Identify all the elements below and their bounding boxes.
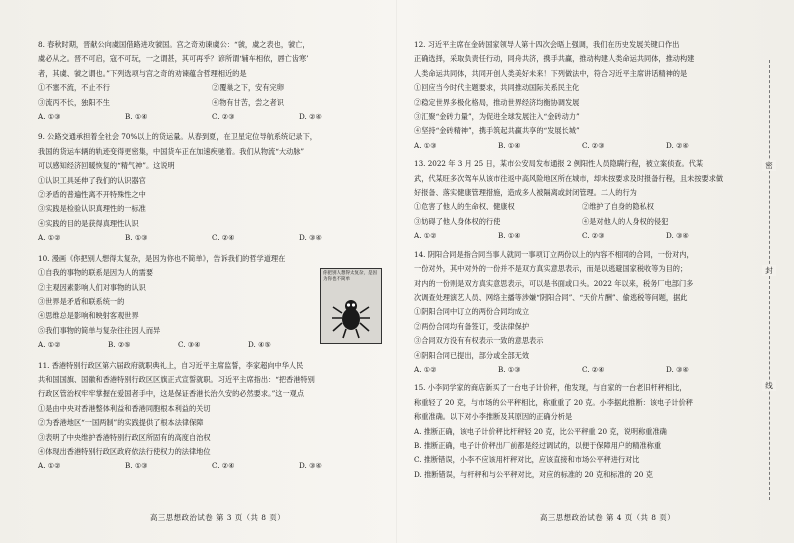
choice-b[interactable]: B. ①③ <box>125 233 148 243</box>
stem-line: 武，代某旺多次驾车从该市往返中高风险地区所在城市，却未按要求及时报备行程，且未按要求做 <box>414 173 724 183</box>
question-8-stem <box>38 38 386 81</box>
stem-line: 虞必从之。晋不可启，寇不可玩，一之谓甚，其可再乎？谚所谓‘辅车相依，唇亡齿寒’ <box>38 54 309 64</box>
choice-c[interactable]: C. ②③ <box>212 112 235 122</box>
item: ②矛盾的普遍性离不开特殊性之中 <box>38 190 146 200</box>
choice-d[interactable]: D. 推断错误，与杆秤和与公平秤对比，对应的标准的 20 克和标准的 20 克 <box>414 469 653 479</box>
choice-d[interactable]: D. ②④ <box>666 140 689 150</box>
item: ⑤我们事物的简单与复杂往往因人而异 <box>38 325 161 335</box>
choice-c[interactable]: C. ②③ <box>582 140 605 150</box>
choice-a[interactable]: A. ①② <box>38 233 61 243</box>
item: ①认识工具延伸了我们的认识器官 <box>38 175 146 185</box>
question-8-choices <box>38 110 386 124</box>
question-10-choices <box>38 338 318 352</box>
question-8 <box>38 38 386 124</box>
page-footer-left: 高三思想政治试卷 第 3 页（共 8 页） <box>150 513 286 522</box>
item: ④阴阳合同已提出，部分或全部无效 <box>414 350 530 360</box>
choice-d[interactable]: D. ②④ <box>299 112 322 122</box>
item: ②为香港地区“一国两制”的实践提供了根本法律保障 <box>38 418 204 428</box>
stem-line: 对内的一份则是双方真实意思表示，可以是书面或口头。2022 年以来，税务厂电部门多 <box>414 278 694 288</box>
question-12-choices <box>414 139 750 153</box>
item: ③表明了中央维护香港特别行政区所固有的高度自治权 <box>38 432 211 442</box>
question-13-choices <box>414 229 750 243</box>
choice-d[interactable]: D. ③④ <box>666 364 689 374</box>
item: ②稳定世界多极化格局，推动世界经济均衡协调发展 <box>414 97 580 107</box>
spider-icon <box>331 293 371 339</box>
item: ②维护了自身的隐私权 <box>582 202 654 212</box>
stem-line: 11. 香港特别行政区第六届政府就职典礼上，自习近平主席监誓，李家超向中华人民 <box>38 360 304 370</box>
stem-line: 可以感知经济回暖恢复的“精气神”。这说明 <box>38 161 175 171</box>
choice-d[interactable]: D. ③④ <box>666 231 689 241</box>
item: ④坚持“金砖精神”，携手筑起共赢共享的“发展长城” <box>414 126 580 136</box>
choice-c[interactable]: C. ②④ <box>212 461 235 471</box>
choice-c[interactable]: C. ②④ <box>212 233 235 243</box>
question-10-items <box>38 266 318 338</box>
question-12 <box>414 38 750 153</box>
seal-mark-xian: 线 <box>762 380 776 391</box>
item: ①不塞不流，不止不行 <box>38 83 110 93</box>
item: ①阴阳合同中订立的两份合同均成立 <box>414 307 530 317</box>
item: ④是对他人的人身权的侵犯 <box>582 216 669 226</box>
choice-c[interactable]: C. 推断错误，小李不应该用杆秤对比，应该直接和市场公平秤进行对比 <box>414 455 640 465</box>
item: ①回应当今时代主题要求，共同推动国际关系民主化 <box>414 83 580 93</box>
item: ④思维总是影响和映射客观世界 <box>38 311 139 321</box>
item: ③合同双方没有有权表示一致的意思表示 <box>414 336 544 346</box>
stem-line: 正确选择，采取负责任行动，同舟共济，携手共赢，推动构建人类命运共同体，推动构建 <box>414 54 695 64</box>
choice-d[interactable]: D. ④⑤ <box>248 340 271 350</box>
stem-line: 共和国国旗、国徽和香港特别行政区区旗正式宣誓就职。习近平主席指出：“把香港特别 <box>38 374 315 384</box>
question-13-items <box>414 200 750 229</box>
stem-line: 8. 春秋时期，晋献公向虞国借路进攻虢国。宫之奇劝谏虞公：“虢，虞之表也，虢亡， <box>38 40 310 49</box>
left-column <box>38 38 386 474</box>
question-10 <box>38 252 386 353</box>
cartoon-caption: 你把别人想得太复杂，是因为你也不简单 <box>323 270 377 282</box>
item: ①自我的事物的联系是因为人的需要 <box>38 268 154 278</box>
item: ②主观因素影响人们对事物的认识 <box>38 282 146 292</box>
choice-c[interactable]: C. ③④ <box>178 340 201 350</box>
stem-line: 称重轻了 20 克，与市场的公平秤相比，称重重了 20 克。小李据此推断：该电子计价秤 <box>414 397 693 407</box>
question-9 <box>38 130 386 245</box>
question-13 <box>414 157 750 243</box>
seal-mark-feng: 封 <box>762 265 776 276</box>
stem-line: 我国的货运车辆的轨迹变得更密集，中国货车正在加速疾驰着。我们从物流“大动脉” <box>38 146 305 156</box>
question-8-items <box>38 81 386 110</box>
dashed-seal-line <box>769 60 770 500</box>
item: ②覆巢之下，安有完卵 <box>212 83 284 93</box>
page-seam <box>396 0 397 543</box>
choice-b[interactable]: B. 推断正确，电子计价秤出厂前都是经过调试的，以便于保障用户的精准称重 <box>414 440 662 450</box>
question-11-choices <box>38 459 386 473</box>
stem-line: 13. 2022 年 3 月 25 日，某市公安局发布通报 2 例阳性人员隐瞒行程，被立案侦查。代某 <box>414 159 704 169</box>
right-column <box>414 38 750 482</box>
stem-line: 次调查处理演艺人员、网络主播等涉嫌“阴阳合同”、“天价片酬”、偷逃税等问题，据此 <box>414 292 688 302</box>
item: ④实践的目的是获得真理性认识 <box>38 218 139 228</box>
choice-c[interactable]: C. ②③ <box>582 231 605 241</box>
question-9-choices <box>38 231 386 245</box>
cartoon-image <box>320 268 382 344</box>
choice-d[interactable]: D. ③④ <box>299 461 322 471</box>
choice-b[interactable]: B. ①④ <box>498 231 521 241</box>
choice-a[interactable]: A. 推断正确，该电子计价秤比杆秤轻 20 克，比公平秤重 20 克，说明称重准确 <box>414 426 667 436</box>
choice-a[interactable]: A. ①③ <box>414 140 437 150</box>
choice-b[interactable]: B. ②⑤ <box>108 340 131 350</box>
stem-line: 人类命运共同体，共同开创人类美好未来！下列做法中，符合习近平主席讲话精神的是 <box>414 68 688 78</box>
item: ③汇聚“金砖力量”，为促进全球发展注入“金砖动力” <box>414 112 580 122</box>
item: ③世界是矛盾和联系统一的 <box>38 296 125 306</box>
stem-line: 好报备、落实健康管理措施，造成多人被隔离或封闭管理。二人的行为 <box>414 188 637 198</box>
stem-line: 者，其虞、虢之谓也。”下列选项与宫之奇的劝谏蕴含哲理相近的是 <box>38 68 247 78</box>
stem-line: 行政区管治权牢牢掌握在爱国者手中，这是保证香港长治久安的必然要求。”这一观点 <box>38 389 305 399</box>
stem-line: 称重准确。以下对小李推断及其原因的正确分析是 <box>414 412 573 422</box>
item: ④物有甘苦，尝之者识 <box>212 97 284 107</box>
choice-d[interactable]: D. ③④ <box>299 233 322 243</box>
choice-b[interactable]: B. ①③ <box>125 461 148 471</box>
binding-line <box>760 60 780 500</box>
stem-line: 一份对外，其中对外的一份并不是双方真实意思表示，而是以逃避国家税收等为目的； <box>414 264 688 274</box>
choice-a[interactable]: A. ①③ <box>38 112 61 122</box>
choice-a[interactable]: A. ①② <box>38 461 61 471</box>
choice-a[interactable]: A. ①② <box>414 231 437 241</box>
page-footer-right: 高三思想政治试卷 第 4 页（共 8 页） <box>540 513 676 522</box>
question-14-choices <box>414 363 750 377</box>
item: ①是由中央对香港整体利益和香港同胞根本利益的关切 <box>38 403 211 413</box>
question-14 <box>414 248 750 378</box>
stem-line: 9. 公路交通承担着全社会 70%以上的货运量。从春到夏，在卫星定位导航系统记录下， <box>38 132 317 142</box>
stem-line: 10. 漫画《你把别人想得太复杂，是因为你也不简单》，告诉我们的哲学道理在 <box>38 253 286 263</box>
choice-c[interactable]: C. ②④ <box>582 364 605 374</box>
stem-line: 12. 习近平主席在金砖国家领导人第十四次会晤上强调，我们在历史发展关键口作出 <box>414 40 680 49</box>
seal-mark-mi: 密 <box>762 160 776 171</box>
choice-b[interactable]: B. ①④ <box>125 112 148 122</box>
stem-line: 15. 小李同学家的商店新买了一台电子计价秤，他发现，与自家的一台老旧杆秤相比， <box>414 383 687 393</box>
item: ①危害了他人的生命权、健康权 <box>414 202 515 212</box>
item: ②两份合同均有备签订，受法律保护 <box>414 321 530 331</box>
question-11 <box>38 359 386 474</box>
item: ④体现出香港特别行政区政府依法行使权力的法律地位 <box>38 446 211 456</box>
item: ③流丙不长，独阳不生 <box>38 97 110 107</box>
item: ③妨碍了他人身体权的行使 <box>414 216 501 226</box>
stem-line: 14. 阴阳合同是指合同当事人就同一事项订立两份以上的内容不相同的合同，一份对内， <box>414 249 694 259</box>
choice-b[interactable]: B. ①④ <box>498 140 521 150</box>
choice-a[interactable]: A. ①② <box>414 364 437 374</box>
choice-b[interactable]: B. ①③ <box>498 364 521 374</box>
choice-a[interactable]: A. ①② <box>38 340 61 350</box>
question-15 <box>414 381 750 482</box>
item: ③实践是检验认识真理性的一标准 <box>38 204 146 214</box>
